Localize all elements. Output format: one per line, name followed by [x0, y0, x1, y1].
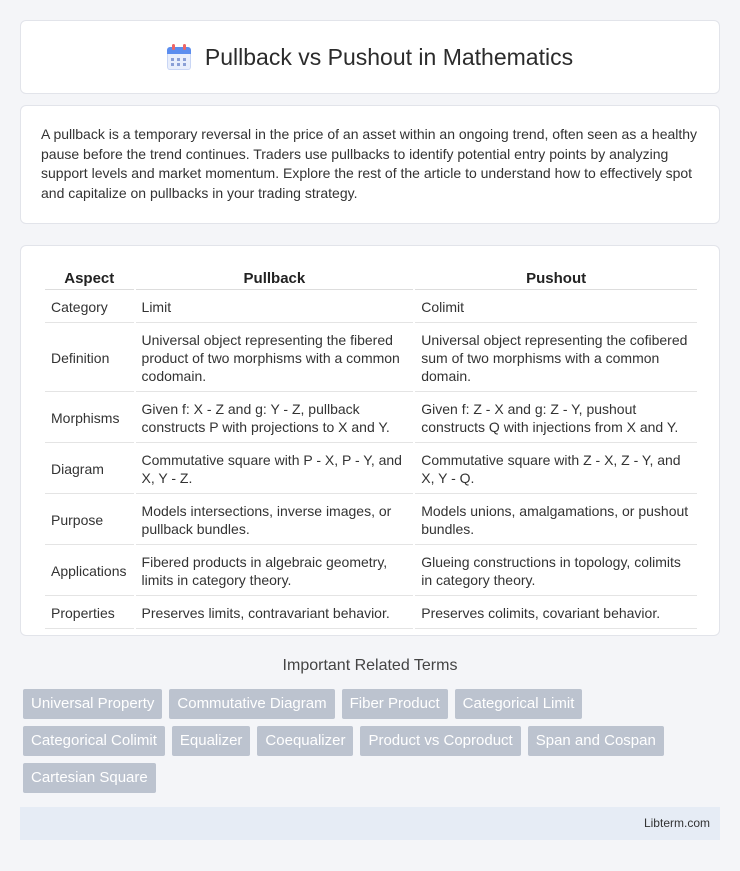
tag-commutative-diagram[interactable]: Commutative Diagram [169, 689, 334, 719]
calendar-icon [167, 44, 191, 70]
pullback-cell: Models intersections, inverse images, or pullback bundles. [136, 496, 414, 545]
tag-universal-property[interactable]: Universal Property [23, 689, 162, 719]
tag-span-and-cospan[interactable]: Span and Cospan [528, 726, 664, 756]
tag-cartesian-square[interactable]: Cartesian Square [23, 763, 156, 793]
intro-text: A pullback is a temporary reversal in the price of an asset within an ongoing trend, often seen as a healthy pause before the trend continues. Traders use pullbacks to identify potential entry points by analyzing support levels and market momentum. Explore the rest of the article to understand how to effectively spot and capitalize on pullbacks in your trading strategy. [41, 126, 698, 201]
pushout-cell: Universal object representing the cofibered sum of two morphisms with a common domain. [415, 325, 697, 392]
related-terms-tags [23, 689, 723, 800]
aspect-cell: Properties [45, 598, 134, 629]
pullback-cell: Given f: X - Z and g: Y - Z, pullback constructs P with projections to X and Y. [136, 394, 414, 443]
related-terms-title: Important Related Terms [282, 657, 458, 674]
pullback-cell: Commutative square with P - X, P - Y, and X, Y - Z. [136, 445, 414, 494]
table-row [45, 394, 697, 443]
tag-fiber-product[interactable]: Fiber Product [342, 689, 448, 719]
pullback-cell: Universal object representing the fibered product of two morphisms with a common codomain. [136, 325, 414, 392]
table-row [45, 325, 697, 392]
table-row [45, 445, 697, 494]
pushout-cell: Preserves colimits, covariant behavior. [415, 598, 697, 629]
header-aspect: Aspect [45, 266, 134, 290]
pushout-cell: Colimit [415, 292, 697, 323]
tag-product-vs-coproduct[interactable]: Product vs Coproduct [360, 726, 520, 756]
footer-site-link[interactable]: Libterm.com [643, 816, 710, 830]
pullback-cell: Fibered products in algebraic geometry, limits in category theory. [136, 547, 414, 596]
tag-equalizer[interactable]: Equalizer [172, 726, 251, 756]
aspect-cell: Morphisms [45, 394, 134, 443]
header-card [20, 20, 720, 94]
pullback-cell: Limit [136, 292, 414, 323]
aspect-cell: Applications [45, 547, 134, 596]
tag-categorical-limit[interactable]: Categorical Limit [455, 689, 583, 719]
pushout-cell: Given f: Z - X and g: Z - Y, pushout constructs Q with injections from X and Y. [415, 394, 697, 443]
aspect-cell: Definition [45, 325, 134, 392]
tag-categorical-colimit[interactable]: Categorical Colimit [23, 726, 165, 756]
footer [20, 807, 720, 840]
page-title: Pullback vs Pushout in Mathematics [204, 43, 574, 70]
aspect-cell: Purpose [45, 496, 134, 545]
table-row [45, 496, 697, 545]
table-row [45, 598, 697, 629]
pullback-cell: Preserves limits, contravariant behavior. [136, 598, 414, 629]
intro-card [20, 105, 720, 224]
table-row [45, 292, 697, 323]
comparison-table [43, 264, 699, 631]
header-pullback: Pullback [136, 266, 414, 290]
pushout-cell: Models unions, amalgamations, or pushout bundles. [415, 496, 697, 545]
aspect-cell: Category [45, 292, 134, 323]
table-header-row [45, 266, 697, 290]
pushout-cell: Commutative square with Z - X, Z - Y, and X, Y - Q. [415, 445, 697, 494]
header-pushout: Pushout [415, 266, 697, 290]
comparison-table-card [20, 245, 720, 636]
pushout-cell: Glueing constructions in topology, colimits in category theory. [415, 547, 697, 596]
tag-coequalizer[interactable]: Coequalizer [257, 726, 353, 756]
aspect-cell: Diagram [45, 445, 134, 494]
table-row [45, 547, 697, 596]
